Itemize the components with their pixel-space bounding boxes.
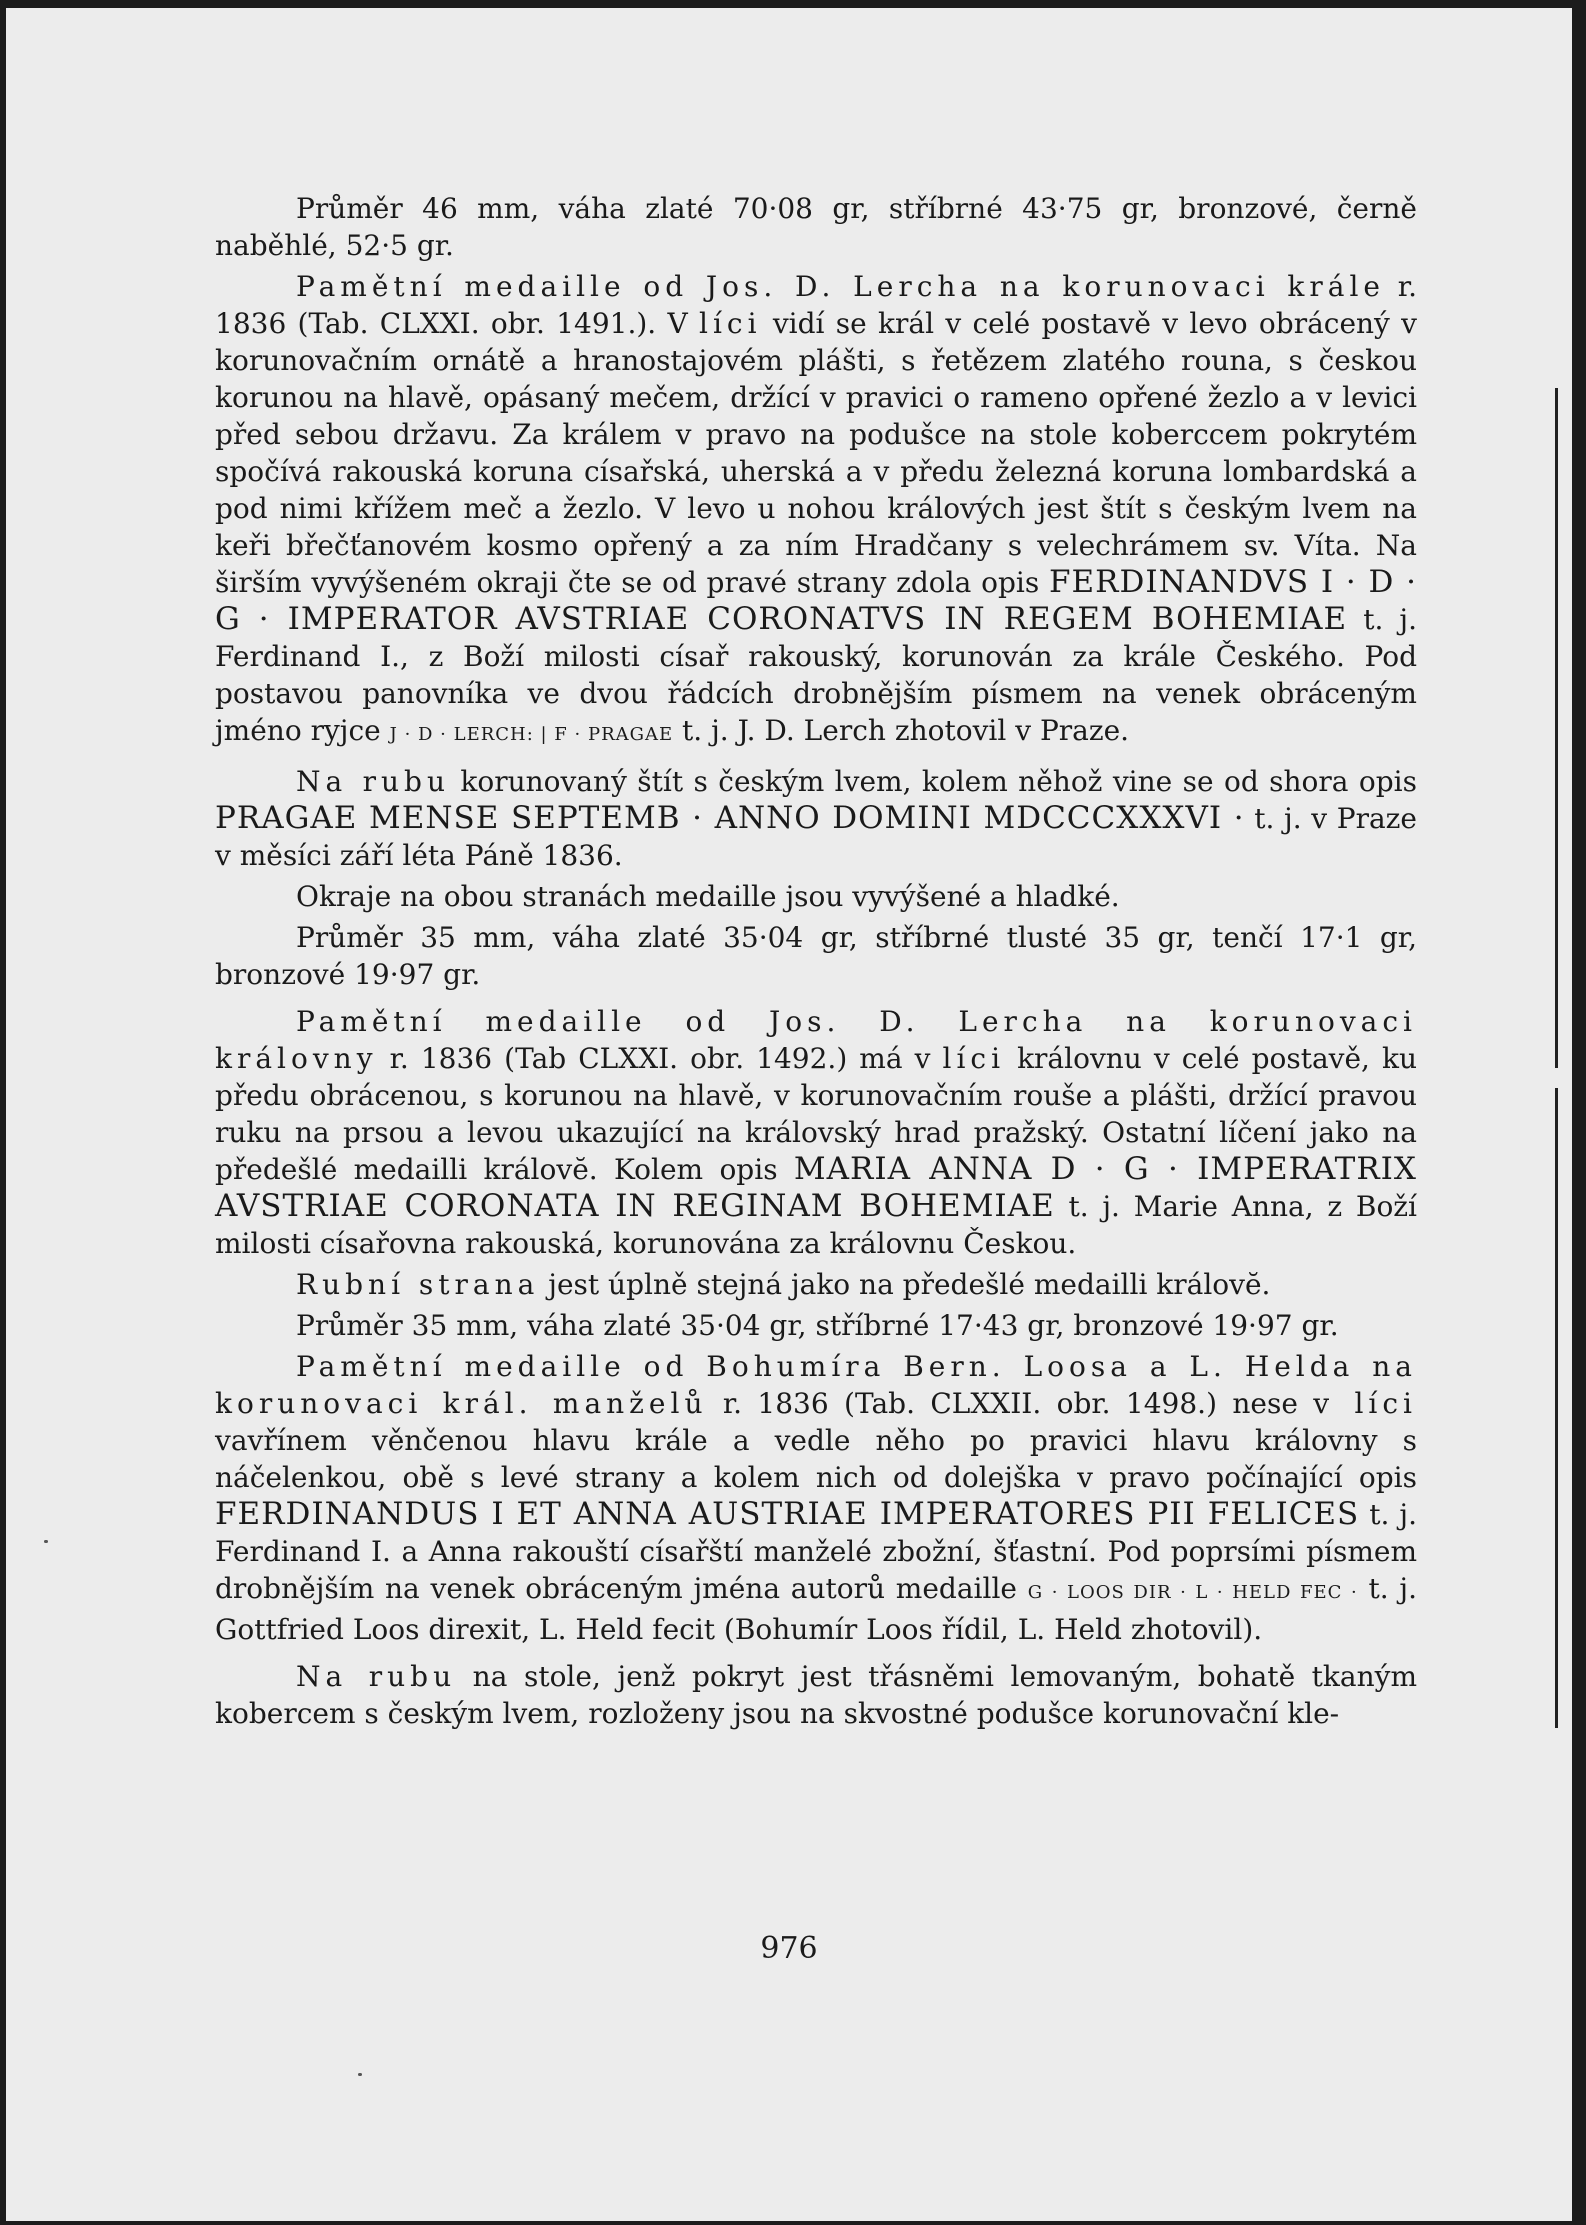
scan-speck [358,2073,362,2076]
text-segment: G · LOOS DIR · L · HELD FEC · [1027,1582,1358,1603]
binding-edge-bottom [1555,1088,1558,1728]
scan-speck [44,1540,48,1543]
page-body-text [215,190,1417,1736]
paragraph-p10 [215,1658,1417,1732]
text-segment: r. 1836 (Tab CLXXI. obr. 1492.) má v [377,1042,943,1075]
text-segment: na stole, jenž pokryt jest třásněmi lemovaným, bohatě tkaným kobercem s českým lvem, rozloženy jsou na skvostné podušce korunovační kle- [215,1660,1417,1730]
text-segment: FERDINANDVS I · D · G · IMPERATOR AVSTRIAE CORONATVS IN REGEM BOHEMIAE [215,564,1417,637]
text-segment: Pamětní medaille od Jos. D. Lercha na korunovaci krále [296,270,1386,303]
text-segment: Průměr 35 mm, váha zlaté 35·04 gr, stříbrné tlusté 35 gr, tenčí 17·1 gr, bronzové 19·97 gr. [215,921,1417,991]
paragraph-p7 [215,1266,1417,1303]
paragraph-p8 [215,1307,1417,1344]
text-segment: t. j. Gottfried Loos direxit, L. Held fecit (Bohumír Loos řídil, L. Held zhotovil). [215,1572,1417,1646]
text-segment: t. j. Ferdinand I., z Boží milosti císař rakouský, korunován za krále Českého. Pod postavou panovníka ve dvou řádcích drobnějším písmem na venek obráceným jméno ryjce [215,603,1418,747]
text-segment: t. j. J. D. Lerch zhotovil v Praze. [673,714,1130,747]
page-number: 976 [760,1931,818,1966]
text-segment: královnu v celé postavě, ku předu obrácenou, s korunou na hlavě, v korunovačním rouše a plášti, držící pravou ruku na prsou a levou ukazující na královský hrad pražský. Ostatní líčení jako na předešlé medailli královĕ. Kolem opis [215,1042,1418,1186]
binding-edge-top [1555,388,1558,1068]
paragraph-p9 [215,1348,1417,1648]
text-segment: Rubní strana [296,1268,540,1301]
text-segment: korunovaný štít s českým lvem, kolem něhož vine se od shora opis [449,765,1418,798]
text-segment: Pamětní medaille od Jos. D. Lercha na korunovaci královny [215,1005,1417,1075]
text-segment: Pamětní medaille od Bohumíra Bern. Loosa a L. Helda na korunovaci král. manželů [215,1350,1417,1420]
text-segment: líci [942,1042,1006,1075]
text-segment: líci [699,307,762,340]
text-segment: Na rubu [296,765,450,798]
text-segment: MARIA ANNA D · G · IMPERATRIX AVSTRIAE CORONATA IN REGINAM BOHEMIAE [215,1151,1417,1224]
text-segment: vavřínem věnčenou hlavu krále a vedle něho po pravici hlavu královny s náčelenkou, obě s levé strany a kolem nich od dolejška v pravo počínající opis [215,1424,1417,1494]
paragraph-p5 [215,919,1417,993]
text-segment: J · D · LERCH: | F · PRAGAE [389,724,674,745]
text-segment: t. j. Marie Anna, z Boží milosti císařovna rakouská, korunována za královnu Českou. [215,1190,1418,1260]
paragraph-p2 [215,268,1417,753]
text-segment: Okraje na obou stranách medaille jsou vyvýšené a hladké. [296,880,1120,913]
text-segment: vidí se král v celé postavě v levo obrácený v korunovačním ornátě a hranostajovém plášti, s řetězem zlatého rouna, s českou korunou na hlavě, opásaný mečem, držící v pravici o rameno opřené žezlo a v levici před sebou državu. Za králem v pravo na podušce na stole koberccem pokrytém spočívá rakouská koruna císařská, uherská a v předu železná koruna lombardská a pod nimi křížem meč a žezlo. V levo u nohou králových jest štít s českým lvem na keři břečťanovém kosmo opřený a za ním Hradčany s velechrámem sv. Víta. Na širším vyvýšeném okraji čte se od pravé strany zdola opis [215,307,1417,599]
text-segment: jest úplně stejná jako na předešlé medailli královĕ. [539,1268,1271,1301]
paragraph-p6 [215,1003,1417,1262]
text-segment: r. 1836 (Tab. CLXXII. obr. 1498.) nese [707,1387,1314,1420]
paragraph-p1 [215,190,1417,264]
text-segment: Na rubu [296,1660,457,1693]
text-segment: Průměr 46 mm, váha zlaté 70·08 gr, stříbrné 43·75 gr, bronzové, černě naběhlé, 52·5 gr. [215,192,1417,262]
text-segment: PRAGAE MENSE SEPTEMB · ANNO DOMINI MDCCCXXXVI · [215,800,1245,836]
text-segment: t. j. Ferdinand I. a Anna rakouští císařští manželé zbožní, šťastní. Pod poprsími písmem drobnějším na venek obráceným jména autorů medaille [215,1498,1417,1605]
text-segment: t. j. v Praze v měsíci září léta Páně 1836. [215,802,1417,872]
text-segment: r. 1836 (Tab. CLXXI. obr. 1491.). V [215,270,1417,340]
text-segment: v líci [1313,1387,1418,1420]
text-segment: Průměr 35 mm, váha zlaté 35·04 gr, stříbrné 17·43 gr, bronzové 19·97 gr. [296,1309,1339,1342]
text-segment: FERDINANDUS I ET ANNA AUSTRIAE IMPERATORES PII FELICES [215,1496,1360,1532]
paragraph-p4 [215,878,1417,915]
paragraph-p3 [215,763,1417,874]
